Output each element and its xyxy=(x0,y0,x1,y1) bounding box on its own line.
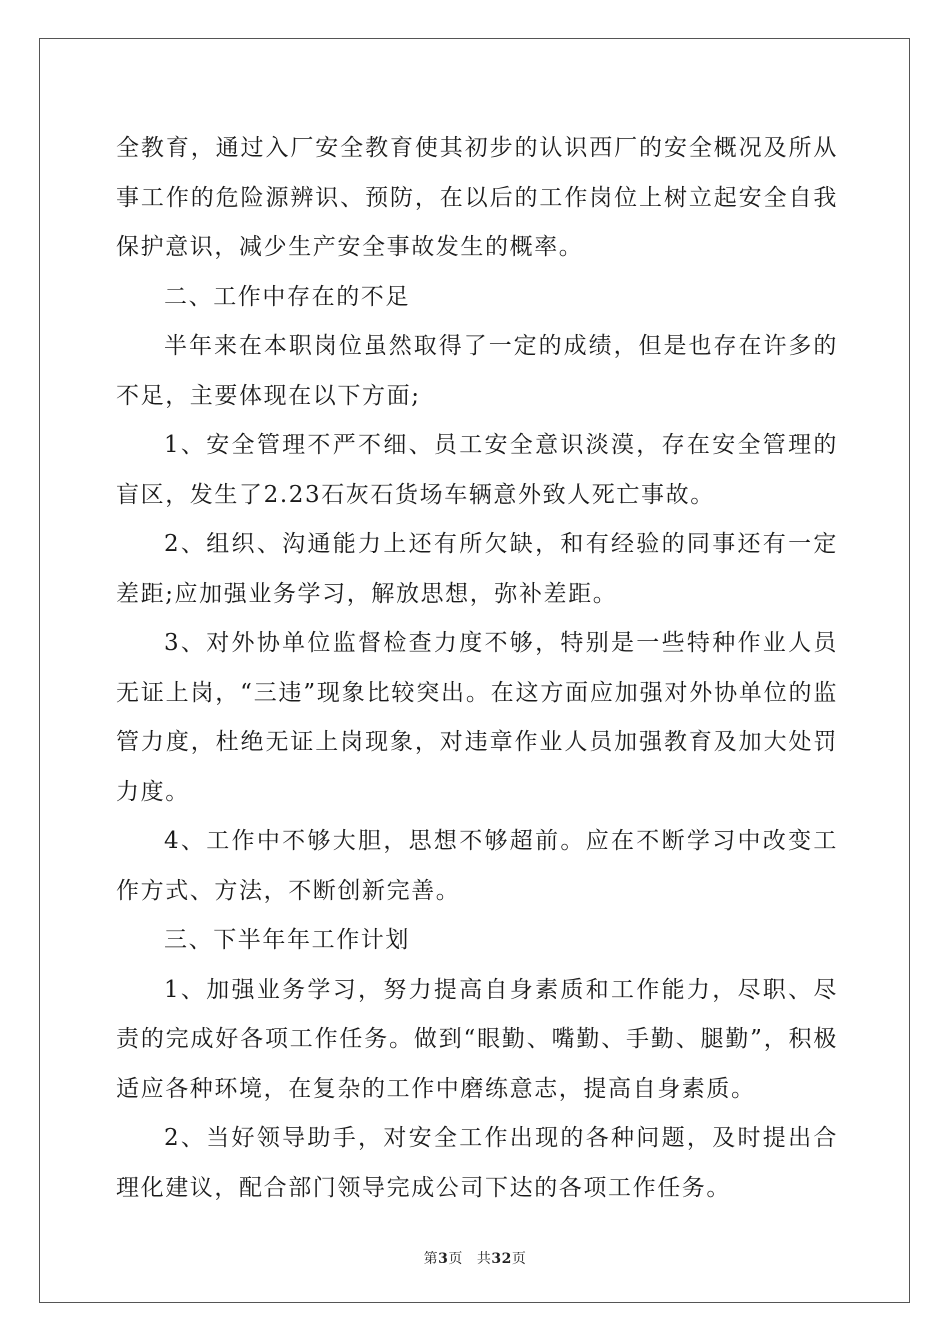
list-item: 3、对外协单位监督检查力度不够，特别是一些特种作业人员无证上岗，“三违”现象比较突出。在这方面应加强对外协单位的监管力度，杜绝无证上岗现象，对违章作业人员加强教育及加大处罚力度。 xyxy=(116,630,838,805)
list-item: 4、工作中不够大胆，思想不够超前。应在不断学习中改变工作方式、方法，不断创新完善。 xyxy=(116,828,838,904)
total-prefix: 共 xyxy=(476,1251,492,1267)
page-footer xyxy=(0,1248,950,1268)
section-heading: 三、下半年年工作计划 xyxy=(164,927,410,953)
list-item: 2、当好领导助手，对安全工作出现的各种问题，及时提出合理化建议，配合部门领导完成公司下达的各项工作任务。 xyxy=(116,1125,838,1201)
paragraph: 半年来在本职岗位虽然取得了一定的成绩，但是也存在许多的不足，主要体现在以下方面; xyxy=(116,333,838,409)
list-item: 1、安全管理不严不细、员工安全意识淡漠，存在安全管理的盲区，发生了2.23石灰石货场车辆意外致人死亡事故。 xyxy=(116,432,838,508)
page-suffix: 页 xyxy=(448,1251,463,1267)
paragraph: 全教育，通过入厂安全教育使其初步的认识西厂的安全概况及所从事工作的危险源辨识、预防，在以后的工作岗位上树立起安全自我保护意识，减少生产安全事故发生的概率。 xyxy=(116,135,838,260)
list-item: 1、加强业务学习，努力提高自身素质和工作能力，尽职、尽责的完成好各项工作任务。做到“眼勤、嘴勤、手勤、腿勤”，积极适应各种环境，在复杂的工作中磨练意志，提高自身素质。 xyxy=(116,976,838,1102)
page-total: 32 xyxy=(491,1251,512,1267)
document-body xyxy=(116,124,838,1213)
list-item: 2、组织、沟通能力上还有所欠缺，和有经验的同事还有一定差距;应加强业务学习，解放思想，弥补差距。 xyxy=(116,531,838,607)
section-heading: 二、工作中存在的不足 xyxy=(164,283,410,310)
page-number: 3 xyxy=(438,1251,449,1267)
total-suffix: 页 xyxy=(511,1251,527,1267)
page-prefix: 第 xyxy=(423,1251,439,1267)
